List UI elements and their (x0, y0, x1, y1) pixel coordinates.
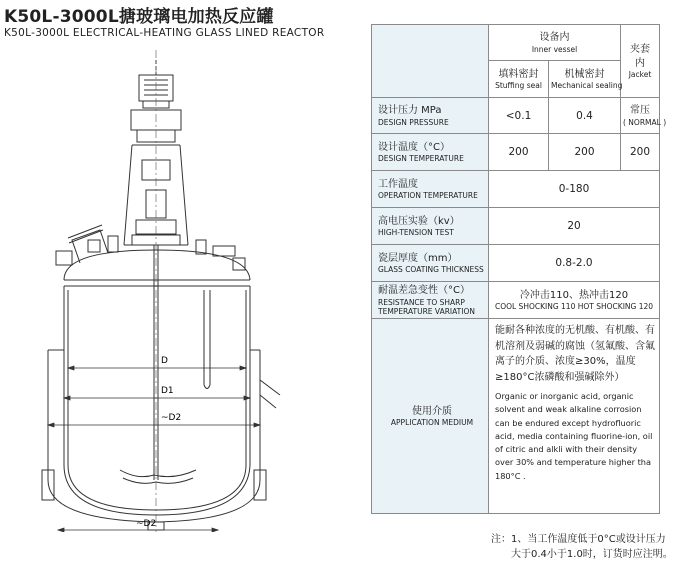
row-operation-temperature: 工作温度 OPERATION TEMPERATURE 0-180 (372, 171, 660, 208)
header-stuffing-seal: 填料密封 Stuffing seal (489, 61, 549, 98)
dim-label-d2: ~D2 (161, 413, 182, 423)
header-inner-vessel: 设备内 Inner vessel (489, 25, 621, 61)
note-line-1: 注：1、当工作温度低于0°C或设计压力 (491, 534, 666, 545)
title-chinese: K50L-3000L搪玻璃电加热反应罐 (4, 7, 274, 27)
row-design-pressure: 设计压力 MPa DESIGN PRESSURE <0.1 0.4 常压 ( NORMAL ) (372, 98, 660, 134)
row-application: 使用介质 APPLICATION MEDIUM 能耐各种浓度的无机酸、有机酸、有机溶剂及弱碱的腐蚀（氢氟酸、含氟离子的介质、浓度≥30%，温度≥180°C浓磷酸和强碱除外） Organic or inorganic acid, organic solvent and weak alkaline corrosion can be endured except hydrofluoric acid, media containing fluorine-ion, oil of citric and alkli with their density over 30% and temperature higher tha 180°C . (372, 319, 660, 514)
header-mechanical-seal: 机械密封 Mechanical sealing (549, 61, 621, 98)
header-jacket: 夹套内 Jacket (621, 25, 660, 98)
row-temp-variation: 耐温差急变性（°C） RESISTANCE TO SHARP TEMPERATURE VARIATION 冷冲击110、热冲击120 COOL SHOCKING 110 HOT SHOCKING 120 (372, 282, 660, 319)
dim-label-d2-bottom: ~D2 (136, 519, 157, 529)
header-corner (372, 25, 489, 98)
title-english: K50L-3000L ELECTRICAL-HEATING GLASS LINED REACTOR (4, 27, 325, 39)
dim-label-d1: D1 (161, 386, 174, 396)
spec-table (371, 24, 667, 514)
note-line-2: 大于0.4小于1.0时，订货时应注明。 (511, 549, 673, 560)
application-text-cn: 能耐各种浓度的无机酸、有机酸、有机溶剂及弱碱的腐蚀（氢氟酸、含氟离子的介质、浓度≥30%，温度≥180°C浓磷酸和强碱除外） (495, 325, 655, 383)
reactor-drawing (28, 50, 286, 532)
row-high-tension: 高电压实验（kv） HIGH-TENSION TEST 20 (372, 208, 660, 245)
dim-label-d: D (161, 356, 168, 366)
row-glass-thickness: 瓷层厚度（mm） GLASS COATING THICKNESS 0.8-2.0 (372, 245, 660, 282)
application-text-en: Organic or inorganic acid, organic solvent and weak alkaline corrosion can be endured except hydrofluoric acid, media containing fluorine-ion, oil of citric and alkli with their density over 30% and temperature higher tha 180°C . (495, 391, 653, 481)
row-design-temperature: 设计温度（°C） DESIGN TEMPERATURE 200 200 200 (372, 134, 660, 171)
